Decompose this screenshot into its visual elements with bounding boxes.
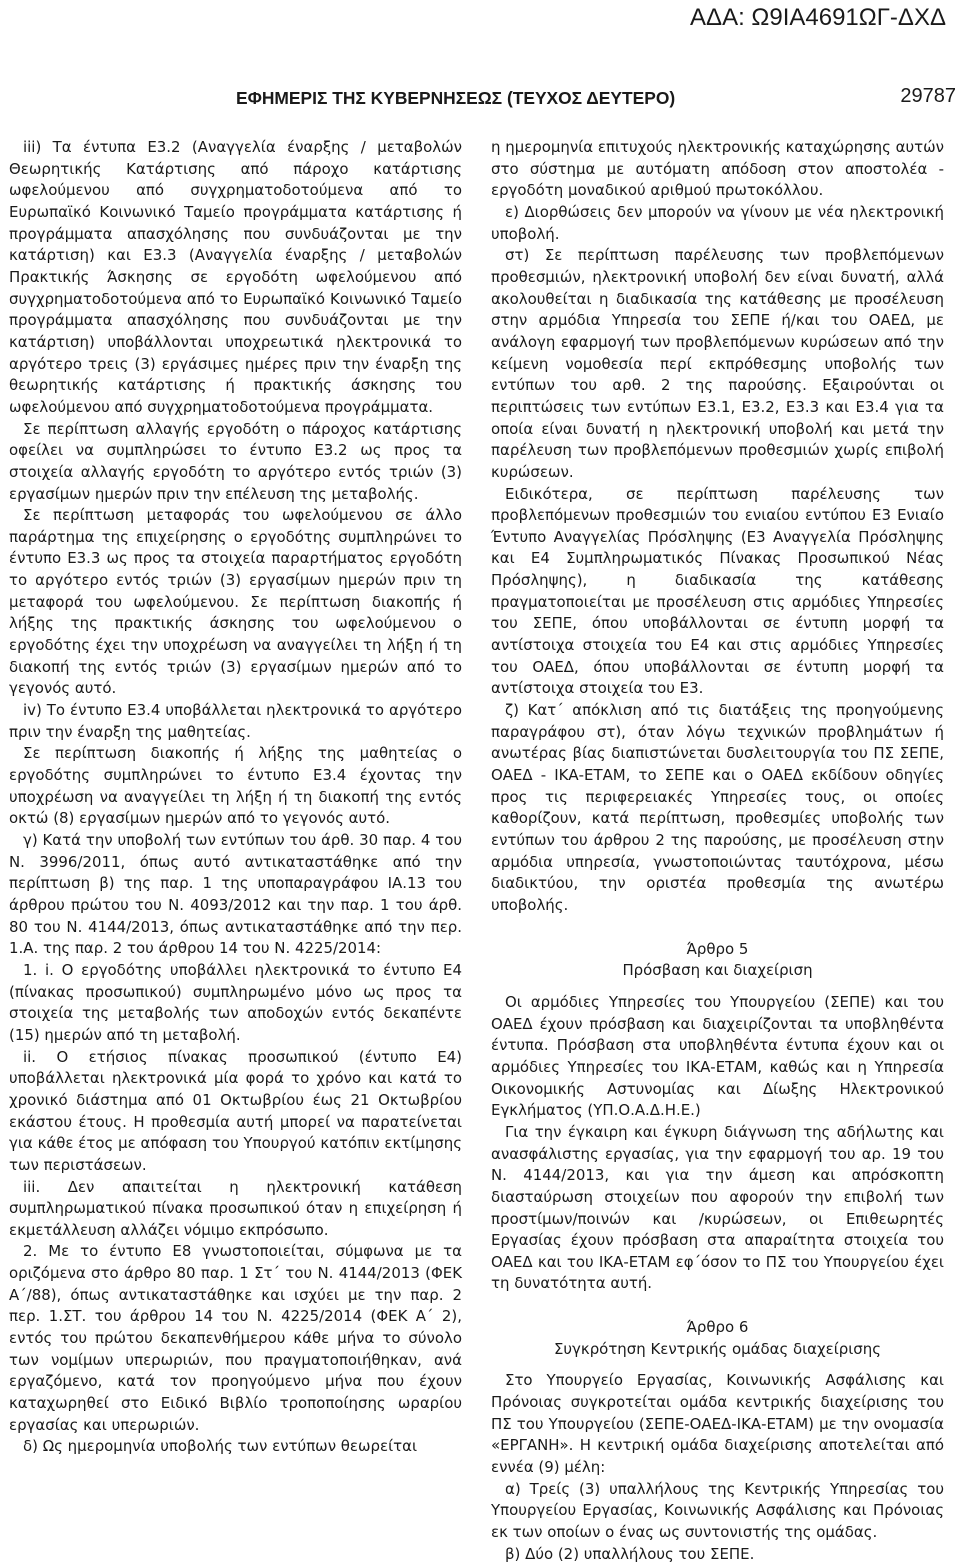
article-5-number: Άρθρο 5 <box>686 939 749 958</box>
paragraph: iii) Τα έντυπα Ε3.2 (Αναγγελία έναρξης / μεταβολών Θεωρητικής Κατάρτισης από πάροχο κατάρτισης ωφελούμενου από συγχρηματοδοτούμενα από το Ευρωπαϊκό Κοινωνικό Ταμείο προγράμματα κατάρτισης ή προγράμματα απασχόλησης που συνδυάζονται με την κατάρτιση) και Ε3.3 (Αναγγελία έναρξης / μεταβολών Πρακτικής Άσκησης σε εργοδότη ωφελούμενου από συγχρηματοδοτούμενα από το Ευρωπαϊκό Κοινωνικό Ταμείο προγράμματα απασχόλησης που συνδυάζονται με την κατάρτιση) υποβάλλονται υποχρεωτικά ηλεκτρονικά το αργότερο τρεις (3) εργάσιμες ημέρες πριν την έναρξη της θεωρητικής κατάρτισης ή πρακτικής άσκησης του ωφελούμενου από συγχρηματοδοτούμενα προγράμματα. <box>9 138 462 416</box>
left-column <box>9 137 462 1458</box>
ada-code: ΑΔΑ: Ω9ΙΑ4691ΩΓ-ΔΧΔ <box>690 4 946 31</box>
paragraph: ζ) Κατ΄ απόκλιση από τις διατάξεις της προηγούμενης παραγράφου στ), όταν λόγω τεχνικών προβλημάτων ή ανωτέρας βίας διαπιστώνεται δυσλειτουργία του ΠΣ ΣΕΠΕ, ΟΑΕΔ - ΙΚΑ-ΕΤΑΜ, το ΣΕΠΕ και ο ΟΑΕΔ εκδίδουν οδηγίες προς τις περιφερειακές Υπηρεσίες τους, οι οποίες καθορίζουν, κατά περίπτωση, προθεσμίες υποβολής των εντύπων του άρθρου 2 της παρούσης, με προσέλευση στην αρμόδια υπηρεσία, γνωστοποιώντας ταυτόχρονα, μέσω διαδικτύου, την οριστέα προθεσμία της ανωτέρω υποβολής. <box>491 701 944 914</box>
paragraph: Ειδικότερα, σε περίπτωση παρέλευσης των προβλεπόμενων προθεσμιών του ενιαίου εντύπου Ε3 Ενιαίο Έντυπο Αναγγελίας Πρόσληψης (Ε3 Αναγγελία Πρόσληψης και Ε4 Συμπληρωματικός Πίνακας Προσωπικού Νέας Πρόσληψης), η διαδικασία της κατάθεσης πραγματοποιείται με προσέλευση στις αρμόδιες Υπηρεσίες του ΣΕΠΕ, όπου υποβάλλονται σε έντυπη μορφή τα αντίστοιχα στοιχεία του Ε4 και στις αρμόδιες Υπηρεσίες του ΟΑΕΔ, όπου υποβάλλονται σε έντυπη μορφή τα αντίστοιχα στοιχεία του Ε3. <box>491 484 944 698</box>
paragraph: Στο Υπουργείο Εργασίας, Κοινωνικής Ασφάλισης και Πρόνοιας συγκροτείται ομάδα κεντρικής διαχείρισης του ΠΣ του Υπουργείου (ΣΕΠΕ-ΟΑΕΔ-ΙΚΑ-ΕΤΑΜ) με την ονομασία «ΕΡΓΑΝΗ». Η κεντρική ομάδα διαχείρισης αποτελείται από εννέα (9) μέλη: <box>491 1371 944 1477</box>
article-6-title: Συγκρότηση Κεντρικής ομάδας διαχείρισης <box>553 1339 882 1358</box>
paragraph: ε) Διορθώσεις δεν μπορούν να γίνουν με νέα ηλεκτρονική υποβολή. <box>491 202 944 243</box>
spacer <box>491 917 944 939</box>
spacer <box>491 1295 944 1317</box>
paragraph: Οι αρμόδιες Υπηρεσίες του Υπουργείου (ΣΕΠΕ) και του ΟΑΕΔ έχουν πρόσβαση και διαχειρίζονται τα υποβληθέντα έντυπα. Πρόσβαση στα υποβληθέντα έντυπα έχουν και οι αρμόδιες Υπηρεσίες του ΙΚΑ-ΕΤΑΜ, καθώς και η Υπηρεσία Οικονομικής Αστυνομίας και Δίωξης Ηλεκτρονικού Εγκλήματος (ΥΠ.Ο.Α.Δ.Η.Ε.) <box>491 992 944 1120</box>
paragraph: β) Δύο (2) υπαλλήλους του ΣΕΠΕ. <box>505 1544 755 1563</box>
paragraph: Σε περίπτωση διακοπής ή λήξης της μαθητείας ο εργοδότης συμπληρώνει το έντυπο Ε3.4 έχοντας την υποχρέωση να αναγγείλει τη λήξη ή τη διακοπή της εντός οκτώ (8) εργασίμων ημερών από το γεγονός αυτό. <box>9 744 462 828</box>
gazette-title: ΕΦΗΜΕΡΙΣ ΤΗΣ ΚΥΒΕΡΝΗΣΕΩΣ (ΤΕΥΧΟΣ ΔΕΥΤΕΡΟ) <box>236 88 676 108</box>
page-number: 29787 <box>900 85 956 107</box>
paragraph: Σε περίπτωση μεταφοράς του ωφελούμενου σε άλλο παράρτημα της επιχείρησης ο εργοδότης συμπληρώνει το έντυπο Ε3.3 ως προς τα στοιχεία παραρτήματος εργοδότη το αργότερο εντός τριών (3) εργασίμων ημερών πριν τη μεταφορά του ωφελούμενου. Σε περίπτωση διακοπής ή λήξης της πρακτικής άσκησης του ωφελούμενου ο εργοδότης έχει την υποχρέωση να αναγγείλει τη λήξη ή τη διακοπή της εντός τριών (3) εργασίμων ημερών από το γεγονός αυτό. <box>9 506 462 698</box>
paragraph: 1. i. Ο εργοδότης υποβάλλει ηλεκτρονικά το έντυπο Ε4 (πίνακας προσωπικού) συμπληρωμένο μόνο ως προς τα στοιχεία της μεταβολής των αποδοχών εντός δεκαπέντε (15) ημερών από τη μεταβολή. <box>9 960 462 1044</box>
spacer <box>491 1360 944 1370</box>
paragraph: iv) Το έντυπο Ε3.4 υποβάλλεται ηλεκτρονικά το αργότερο πριν την έναρξη της μαθητείας. <box>9 701 462 741</box>
paragraph: iii. Δεν απαιτείται η ηλεκτρονική κατάθεση συμπληρωματικού πίνακα προσωπικού όταν η επιχείρηση ή εκμετάλλευση αλλάζει νόμιμο εκπρόσωπο. <box>9 1177 462 1239</box>
article-5-title: Πρόσβαση και διαχείριση <box>622 961 813 980</box>
paragraph: α) Τρείς (3) υπαλλήλους της Κεντρικής Υπηρεσίας του Υπουργείου Εργασίας, Κοινωνικής Ασφάλισης και Πρόνοιας εκ των οποίων ο ένας ως συντονιστής της ομάδας. <box>491 1479 944 1542</box>
paragraph: στ) Σε περίπτωση παρέλευσης των προβλεπόμενων προθεσμιών, ηλεκτρονική υποβολή δεν είναι δυνατή, αλλά ακολουθείται η διαδικασία της κατάθεσης με προσέλευση στην αρμόδια Υπηρεσία του ΣΕΠΕ ή/και του ΟΑΕΔ, με ανάλογη εφαρμογή των προβλεπόμενων κυρώσεων από την κείμενη νομοθεσία περί εκπρόθεσμης υποβολής των εντύπων του αρθ. 2 της παρούσης. Εξαιρούνται οι περιπτώσεις των εντύπων Ε3.1, Ε3.2, Ε3.3 και Ε3.4 για τα οποία είναι δυνατή η ηλεκτρονική υποβολή και μετά την παρέλευση των προβλεπόμενων προθεσμιών χωρίς επιβολή κυρώσεων. <box>491 246 944 481</box>
paragraph: γ) Κατά την υποβολή των εντύπων του άρθ. 30 παρ. 4 του Ν. 3996/2011, όπως αυτό αντικαταστάθηκε από την περίπτωση β) της παρ. 1 της υποπαραγράφου ΙΑ.13 του άρθρου πρώτου του Ν. 4093/2012 και την παρ. 1 του άρθ. 80 του Ν. 4144/2013, όπως αντικαταστάθηκε από την περ. 1.Α. της παρ. 2 του άρθρου 14 του Ν. 4225/2014: <box>9 831 462 958</box>
paragraph: Για την έγκαιρη και έγκυρη διάγνωση της αδήλωτης και ανασφάλιστης εργασίας, για την εφαρμογή του αρ. 19 του Ν. 4144/2013, και για την άμεση και απρόσκοπτη διασταύρωση στοιχείων που αφορούν την επιβολή των προστίμων/ποινών και /κυρώσεων, οι Επιθεωρητές Εργασίας έχουν πρόσβαση στα απαραίτητα στοιχεία του ΟΑΕΔ και του ΙΚΑ-ΕΤΑΜ εφ΄όσον το ΠΣ του Υπουργείου έχει τη δυνατότητα αυτή. <box>491 1122 944 1293</box>
paragraph: 2. Με το έντυπο Ε8 γνωστοποιείται, σύμφωνα με τα οριζόμενα στο άρθρο 80 παρ. 1 Στ΄ του Ν. 4144/2013 (ΦΕΚ Α΄/88), όπως αντικαταστάθηκε και ισχύει με την παρ. 2 περ. 1.ΣΤ. του άρθρου 14 του Ν. 4225/2014 (ΦΕΚ Α΄ 2), εντός του πρώτου δεκαπενθήμερου κάθε μήνα το σύνολο των νομίμων υπερωριών, που πραγματοποιήθηκαν, ανά εργαζόμενο, κατά τον προηγούμενο μήνα που έχουν καταχωρηθεί στο Ειδικό Βιβλίο τροποποίησης ωραρίου εργασίας και υπερωριών. <box>9 1242 462 1434</box>
paragraph: η ημερομηνία επιτυχούς ηλεκτρονικής καταχώρησης αυτών στο σύστημα με αυτόματη απόδοση στον αποστολέα - εργοδότη μοναδικού αριθμού πρωτοκόλλου. <box>491 138 944 200</box>
paragraph: δ) Ως ημερομηνία υποβολής των εντύπων θεωρείται <box>23 1437 418 1456</box>
paragraph: Σε περίπτωση αλλαγής εργοδότη ο πάροχος κατάρτισης οφείλει να συμπληρώσει το έντυπο Ε3.2 ως προς τα στοιχεία αλλαγής εργοδότη το αργότερο εντός τριών (3) εργασίμων ημερών πριν την επέλευση της μεταβολής. <box>9 419 462 503</box>
article-6-number: Άρθρο 6 <box>686 1318 749 1337</box>
spacer <box>491 982 944 992</box>
right-column <box>491 137 944 1565</box>
paragraph: ii. Ο ετήσιος πίνακας προσωπικού (έντυπο Ε4) υποβάλλεται ηλεκτρονικά μία φορά το χρόνο και κατά το χρονικό διάστημα από 01 Οκτωβρίου έως 21 Οκτωβρίου εκάστου έτους. Η προθεσμία αυτή μπορεί να παρατείνεται για κάθε έτος με απόφαση του Υπουργού κατόπιν εκτίμησης των περιστάσεων. <box>9 1047 462 1174</box>
